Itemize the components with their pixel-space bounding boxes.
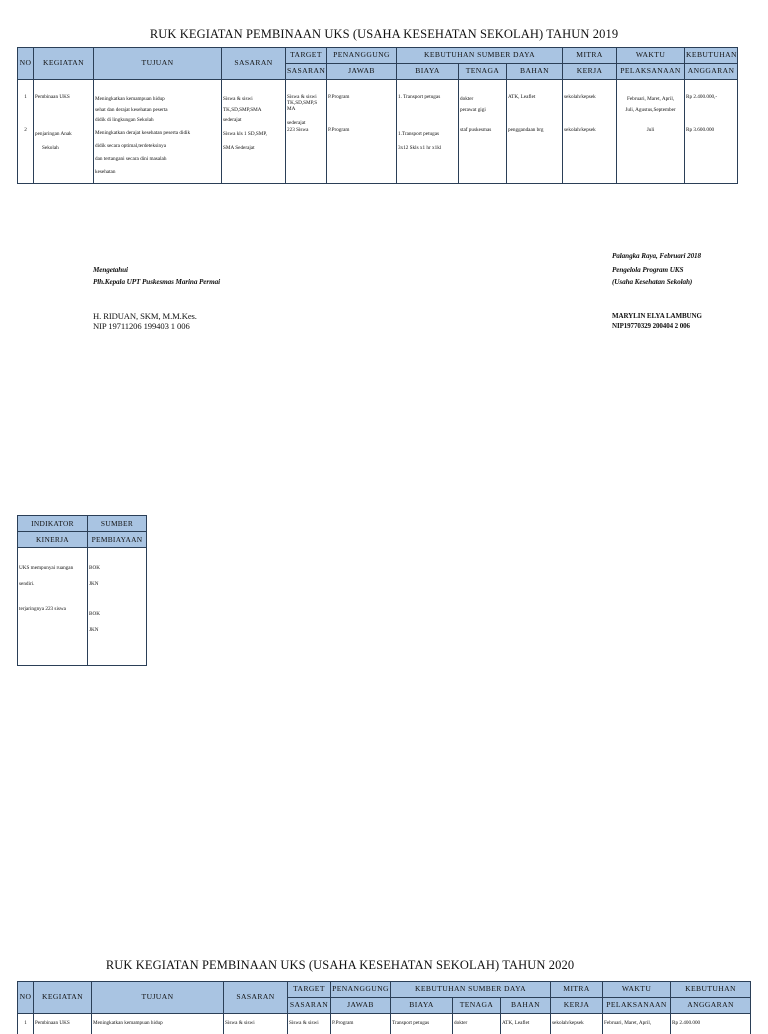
cell-sasaran: Siswa & siswi TK,SD,SMP,SMA sederajat [222,80,286,127]
cell-biaya: 1. Transport petugas [397,80,459,127]
header-pembiayaan: PEMBIAYAAN [88,532,147,548]
approver-name: H. RIDUAN, SKM, M.M.Kes. [93,311,197,321]
header-kebutuhan-sumber-daya: KEBUTUHAN SUMBER DAYA [397,48,563,64]
header-sasaran: SASARAN [222,48,286,80]
page-title-2019: RUK KEGIATAN PEMBINAAN UKS (USAHA KESEHATAN SEKOLAH) TAHUN 2019 [149,27,619,41]
header-tujuan: TUJUAN [94,48,222,80]
header-kinerja: KINERJA [18,532,88,548]
header-waktu: WAKTU [603,982,671,998]
cell-biaya: 1.Transport petugas 3x12 Skls x1 hr x1kl [397,127,459,184]
cell-bahan: ATK, Leaflet [507,80,563,127]
table-row [18,127,738,184]
header-jawab: JAWAB [331,998,391,1014]
cell-penanggung-jawab: P.Program [331,1014,391,1034]
table-row [18,80,738,127]
cell-biaya: Transport petugas [391,1014,453,1034]
header-anggaran: ANGGARAN [671,998,751,1014]
cell-sumber-pembiayaan: BOK JKN BOK JKN [88,548,147,666]
header-jawab: JAWAB [327,64,397,80]
approver-position: Plh.Kepala UPT Puskesmas Marina Permai [93,278,220,286]
header-target-sasaran: SASARAN [286,64,327,80]
header-no: NO [18,48,34,80]
header-kerja: KERJA [551,998,603,1014]
cell-bahan: penggandaan brg [507,127,563,184]
indicator-table [17,515,147,666]
cell-target: Siswa & siswi TK,SD,SMP,S MA sederajat [286,80,327,127]
header-target-sasaran: SASARAN [288,998,331,1014]
header-kerja: KERJA [563,64,617,80]
ruk-table-2020 [17,981,751,1034]
cell-anggaran: Rp 2.400.000,- [685,80,738,127]
cell-penanggung-jawab: P.Program [327,127,397,184]
header-bahan: BAHAN [507,64,563,80]
header-mitra: MITRA [563,48,617,64]
cell-tenaga: dokter perawat gigi [459,80,507,127]
cell-sasaran: Siswa kls 1 SD,SMP, SMA Sederajat [222,127,286,184]
header-bahan: BAHAN [501,998,551,1014]
header-pelaksanaan: PELAKSANAAN [603,998,671,1014]
header-pelaksanaan: PELAKSANAAN [617,64,685,80]
header-target: TARGET [288,982,331,998]
cell-mitra: sekolah/kepsek [563,127,617,184]
cell-no: 1 [18,1014,34,1034]
cell-bahan: ATK, Leaflet [501,1014,551,1034]
cell-sasaran: Siswa & siswi [224,1014,288,1034]
cell-no: 1 [18,80,34,127]
cell-no: 2 [18,127,34,184]
header-target: TARGET [286,48,327,64]
header-kebutuhan-sumber-daya: KEBUTUHAN SUMBER DAYA [391,982,551,998]
manager-position-detail: (Usaha Kesehatan Sekolah) [612,278,693,286]
cell-tenaga: staf puskesmas [459,127,507,184]
header-tujuan: TUJUAN [92,982,224,1014]
page-title-2020: RUK KEGIATAN PEMBINAAN UKS (USAHA KESEHATAN SEKOLAH) TAHUN 2020 [105,958,575,972]
approver-nip: NIP 19711206 199403 1 006 [93,321,190,331]
cell-tujuan: Meningkatkan derajat kesehatan peserta didik didik secara optimal,terdeteksinya dan tertangani secara dini masalah kesehatan [94,127,222,184]
cell-tujuan: Meningkatkan kemampuan hidup sehat dan derajat kesehatan peserta didik di lingkungan Sekolah [94,80,222,127]
cell-target: Siswa & siswi [288,1014,331,1034]
header-penanggung: PENANGGUNG [327,48,397,64]
cell-target: 223 Siswa [286,127,327,184]
manager-position: Pengelola Program UKS [612,266,684,274]
header-no: NO [18,982,34,1014]
cell-anggaran: Rp 3.600.000 [685,127,738,184]
cell-waktu: Februari, Maret, April, [603,1014,671,1034]
header-biaya: BIAYA [397,64,459,80]
header-waktu: WAKTU [617,48,685,64]
cell-waktu: Juli [617,127,685,184]
header-anggaran: ANGGARAN [685,64,738,80]
approval-label: Mengetahui [93,266,128,274]
header-indikator: INDIKATOR [18,516,88,532]
ruk-table-2019 [17,47,738,184]
cell-tenaga: dokter [453,1014,501,1034]
header-sasaran: SASARAN [224,982,288,1014]
cell-tujuan: Meningkatkan kemampuan hidup [92,1014,224,1034]
header-kegiatan: KEGIATAN [34,48,94,80]
header-tenaga: TENAGA [453,998,501,1014]
header-biaya: BIAYA [391,998,453,1014]
cell-mitra: sekolah/kepsek [563,80,617,127]
cell-waktu: Februari, Maret, April, Juli, Agustus,September [617,80,685,127]
manager-nip: NIP19770329 200404 2 006 [612,322,690,330]
header-penanggung: PENANGGUNG [331,982,391,998]
header-sumber: SUMBER [88,516,147,532]
header-mitra: MITRA [551,982,603,998]
header-kegiatan: KEGIATAN [34,982,92,1014]
manager-name: MARYLIN ELYA LAMBUNG [612,312,702,320]
cell-indikator-kinerja: UKS mempunyai ruangan sendiri. terjaringnya 223 siswa [18,548,88,666]
header-kebutuhan: KEBUTUHAN [671,982,751,998]
cell-anggaran: Rp 2.400.000 [671,1014,751,1034]
header-kebutuhan: KEBUTUHAN [685,48,738,64]
cell-kegiatan: penjaringan Anak Sekolah [34,127,94,184]
cell-penanggung-jawab: P.Program [327,80,397,127]
place-date: Palangka Raya, Februari 2018 [612,252,702,260]
cell-mitra: sekolah/kepsek [551,1014,603,1034]
cell-kegiatan: Pembinaan UKS [34,80,94,127]
cell-kegiatan: Pembinaan UKS [34,1014,92,1034]
header-tenaga: TENAGA [459,64,507,80]
